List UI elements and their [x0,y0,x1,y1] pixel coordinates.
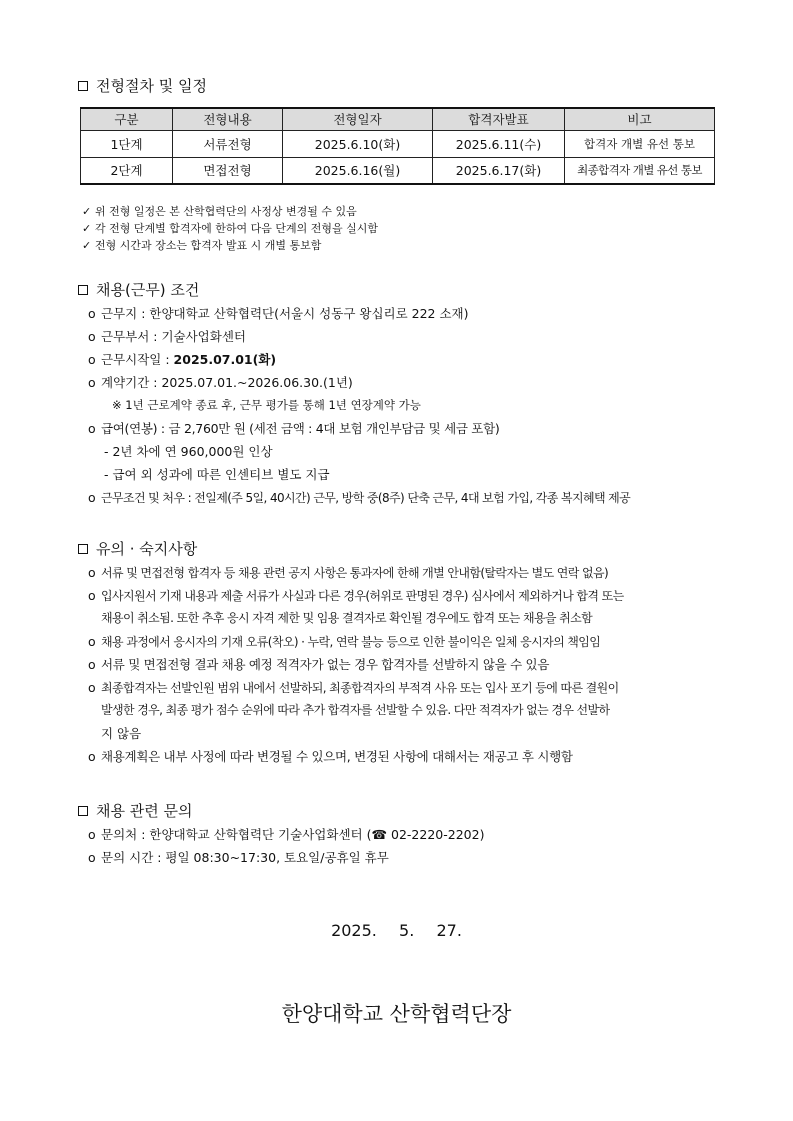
note-text: 위 전형 일정은 본 산학협력단의 사정상 변경될 수 있음 [95,205,357,218]
list-item [88,417,728,440]
circle-bullet: o [88,749,96,764]
note-item [82,237,378,254]
schedule-notes [82,203,378,254]
item-text: 계약기간 : 2025.07.01.~2026.06.30.(1년) [101,375,353,390]
item-text: 근무부서 : 기술사업화센터 [101,329,246,344]
note-text: 전형 시간과 장소는 합격자 발표 시 개별 통보함 [95,239,322,252]
section-schedule-title-text: 전형절차 및 일정 [96,77,207,95]
section-conditions-title [78,279,199,300]
item-text: 서류 및 면접전형 합격자 등 채용 관련 공지 사항은 통과자에 한해 개별 안내함(탈락자는 별도 연락 없음) [101,566,609,580]
inquiry-list [88,823,728,869]
circle-bullet: o [88,565,96,580]
check-icon: ✓ [82,222,92,235]
conditions-list [88,302,728,509]
contact-phone: 02-2220-2202) [387,827,485,842]
item-text: 문의처 : 한양대학교 산학협력단 기술사업화센터 ( [101,827,372,842]
list-item [88,584,728,607]
item-continuation: 발생한 경우, 최종 평가 점수 순위에 따라 추가 합격자를 선발할 수 있음. 다만 적격자가 없는 경우 선발하 [101,703,610,717]
list-subitem: - 급여 외 성과에 따른 인센티브 별도 지급 [104,467,330,482]
note-item [82,220,378,237]
item-text: 채용계획은 내부 사정에 따라 변경될 수 있으며, 변경된 사항에 대해서는 재공고 후 시행함 [101,749,573,764]
circle-bullet: o [88,490,96,505]
header-content: 전형내용 [173,108,283,130]
cell: 2단계 [81,157,173,184]
cell: 합격자 개별 유선 통보 [565,130,715,157]
signer: 한양대학교 산학협력단장 [281,1002,512,1026]
list-item [88,745,728,768]
check-icon: ✓ [82,205,92,218]
cell: 면접전형 [173,157,283,184]
list-item [88,561,728,584]
circle-bullet: o [88,352,96,367]
circle-bullet: o [88,421,96,436]
cell: 최종합격자 개별 유선 통보 [565,157,715,184]
item-continuation: 지 않음 [101,726,142,741]
item-text: 문의 시간 : 평일 08:30~17:30, 토요일/공휴일 휴무 [101,850,389,865]
table-header-row [81,108,715,130]
list-subnote: ※ 1년 근로계약 종료 후, 근무 평가를 통해 1년 연장계약 가능 [112,398,421,412]
circle-bullet: o [88,375,96,390]
notice-list [88,561,728,768]
check-icon: ✓ [82,239,92,252]
item-continuation: 채용이 취소됨. 또한 추후 응시 자격 제한 및 임용 결격자로 확인될 경우에도 합격 또는 채용을 취소함 [101,611,593,625]
note-item [82,203,378,220]
list-item [88,348,728,371]
list-item [88,653,728,676]
section-inquiry-title-text: 채용 관련 문의 [96,802,193,820]
cell: 2025.6.16(월) [283,157,433,184]
item-label: 근무시작일 : [101,352,174,367]
section-inquiry-title [78,800,192,821]
list-item [88,676,728,699]
circle-bullet: o [88,329,96,344]
document-date: 2025. 5. 27. [331,921,462,940]
circle-bullet: o [88,680,96,695]
header-remarks: 비고 [565,108,715,130]
header-stage: 구분 [81,108,173,130]
start-date: 2025.07.01(화) [173,352,277,367]
section-notice-title-text: 유의 · 숙지사항 [96,540,198,558]
item-text: 급여(연봉) : 금 2,760만 원 (세전 금액 : 4대 보험 개인부담금 및 세금 포함) [101,421,500,436]
note-text: 각 전형 단계별 합격자에 한하여 다음 단계의 전형을 실시함 [95,222,378,235]
circle-bullet: o [88,827,96,842]
list-item [88,325,728,348]
list-item [88,823,728,846]
section-conditions-title-text: 채용(근무) 조건 [96,281,200,299]
item-text: 최종합격자는 선발인원 범위 내에서 선발하되, 최종합격자의 부적격 사유 또는 입사 포기 등에 따른 결원이 [101,681,619,695]
circle-bullet: o [88,588,96,603]
square-bullet-icon [78,81,88,91]
list-item [88,486,728,509]
list-item [88,846,728,869]
square-bullet-icon [78,544,88,554]
circle-bullet: o [88,634,96,649]
circle-bullet: o [88,850,96,865]
section-notice-title [78,538,197,559]
cell: 2025.6.11(수) [433,130,565,157]
list-item [88,630,728,653]
circle-bullet: o [88,306,96,321]
item-text: 근무조건 및 처우 : 전일제(주 5일, 40시간) 근무, 방학 중(8주) 단축 근무, 4대 보험 가입, 각종 복지혜택 제공 [101,491,631,505]
schedule-table [80,107,715,185]
list-item [88,371,728,394]
section-schedule-title [78,75,207,96]
circle-bullet: o [88,657,96,672]
header-date: 전형일자 [283,108,433,130]
item-text: 근무지 : 한양대학교 산학협력단(서울시 성동구 왕십리로 222 소재) [101,306,469,321]
cell: 서류전형 [173,130,283,157]
cell: 1단계 [81,130,173,157]
square-bullet-icon [78,806,88,816]
square-bullet-icon [78,285,88,295]
list-item [88,302,728,325]
item-text: 채용 과정에서 응시자의 기재 오류(착오) · 누락, 연락 불능 등으로 인한 불이익은 일체 응시자의 책임임 [101,635,601,649]
cell: 2025.6.10(화) [283,130,433,157]
header-announcement: 합격자발표 [433,108,565,130]
table-row [81,130,715,157]
table-row [81,157,715,184]
cell: 2025.6.17(화) [433,157,565,184]
list-subitem: - 2년 차에 연 960,000원 인상 [104,444,273,459]
item-text: 서류 및 면접전형 결과 채용 예정 적격자가 없는 경우 합격자를 선발하지 않을 수 있음 [101,657,550,672]
phone-icon: ☎ [371,827,388,842]
item-text: 입사지원서 기재 내용과 제출 서류가 사실과 다른 경우(허위로 판명된 경우) 심사에서 제외하거나 합격 또는 [101,589,624,603]
